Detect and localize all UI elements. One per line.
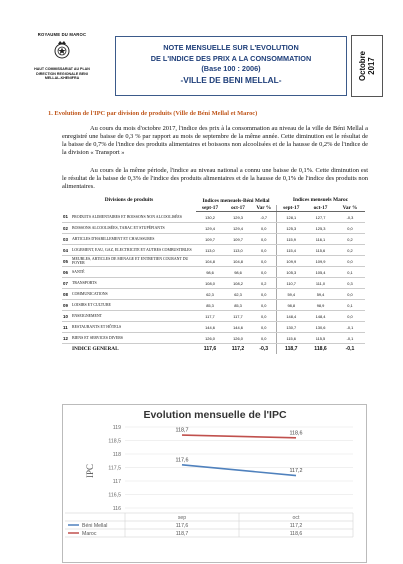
table-value: 117,6 <box>175 523 189 529</box>
table-cell: 0,3 <box>335 278 365 289</box>
table-cell: 98,9 <box>306 300 335 311</box>
row-number: 02 <box>62 223 71 234</box>
y-tick-label: 116,5 <box>108 492 121 499</box>
row-label: MEUBLES, ARTICLES DE MENAGE ET ENTRETIEN COURANT DU FOYER <box>71 256 196 267</box>
table-cell: 130,6 <box>306 322 335 333</box>
table-cell: 144,6 <box>224 322 252 333</box>
agency-line: DIRECTION REGIONALE BENI <box>36 71 88 76</box>
table-cell: 62,3 <box>224 289 252 300</box>
table-cell: 118,6 <box>306 344 335 354</box>
table-cell: 104,8 <box>224 256 252 267</box>
table-row <box>62 278 365 289</box>
sub-header: sept-17 <box>276 205 306 212</box>
table-cell: 85,3 <box>224 300 252 311</box>
row-label: LOGEMENT, EAU, GAZ, ELECTRICITE ET AUTRES COMBUSTIBLES <box>71 245 196 256</box>
table-cell: 116,1 <box>306 234 335 245</box>
table-cell: 0,0 <box>252 311 276 322</box>
sub-header: sept-17 <box>196 205 224 212</box>
table-row <box>62 311 365 322</box>
table-cell: 130,7 <box>276 322 306 333</box>
table-row <box>62 245 365 256</box>
table-cell: 0,0 <box>252 256 276 267</box>
row-label: SANTÉ <box>71 267 196 278</box>
title-line: NOTE MENSUELLE SUR L'EVOLUTION <box>163 43 299 52</box>
table-cell: -0,3 <box>335 212 365 223</box>
table-cell: 117,2 <box>224 344 252 354</box>
ipc-line-chart <box>62 404 367 563</box>
data-label: 118,6 <box>289 430 303 437</box>
sub-header: Var % <box>335 205 365 212</box>
period-month: Octobre <box>358 51 367 81</box>
table-cell: 0,0 <box>252 223 276 234</box>
table-row <box>62 300 365 311</box>
chart-canvas <box>63 405 368 564</box>
table-cell: 0,0 <box>252 289 276 300</box>
table-cell: 115,5 <box>306 333 335 344</box>
paragraph-text: Au cours du mois d'octobre 2017, l'indice des prix à la consommation au niveau de la ville de Béni Mellal a enregistré une baisse de 0,3 % par rapport au mois de septembre de la même année. Cette diminution est le résultat de la baisse de 0,7% de l'indice des produits alimentaires et boissons non alcoolisées et de la hausse de 0,2% de l'indice de la division « Transport » <box>62 125 368 157</box>
y-tick-label: 118 <box>112 452 121 458</box>
table-cell: 144,6 <box>196 322 224 333</box>
ipc-table <box>62 197 365 354</box>
series-line <box>182 465 296 476</box>
group-header-maroc: Indices mensuels Maroc <box>292 197 349 203</box>
paragraph-national <box>62 167 368 191</box>
table-cell: 105,3 <box>276 267 306 278</box>
table-row-general <box>62 344 365 354</box>
table-value: 118,6 <box>289 531 303 537</box>
row-number: 05 <box>62 256 71 267</box>
table-row <box>62 212 365 223</box>
table-cell: 113,0 <box>196 245 224 256</box>
table-cell: 113,0 <box>224 245 252 256</box>
table-cell: 0,0 <box>252 300 276 311</box>
table-cell: 117,7 <box>224 311 252 322</box>
paragraph-text: Au cours de la même période, l'indice au niveau national a connu une baisse de 0,1%. Cette diminution est le résultat de la baisse de 0,3% de l'indice des produits alimentaires et de la hausse de 0,1% de l'indice des produits non alimentaires. <box>62 167 368 191</box>
row-label: BIENS ET SERVICES DIVERS <box>71 333 196 344</box>
table-cell: 115,4 <box>276 245 306 256</box>
y-tick-label: 119 <box>112 425 121 431</box>
row-number: 09 <box>62 300 71 311</box>
agency-line: HAUT COMMISSARIAT AU PLAN <box>34 67 90 71</box>
y-tick-label: 117 <box>112 479 121 485</box>
table-cell: 0,0 <box>252 333 276 344</box>
table-cell: 111,0 <box>306 278 335 289</box>
table-row <box>62 234 365 245</box>
divisions-header: Divisions de produits <box>104 197 154 203</box>
period-label <box>358 51 376 81</box>
table-cell: 115,9 <box>276 234 306 245</box>
table-cell: 62,3 <box>196 289 224 300</box>
y-tick-label: 117,5 <box>108 465 121 472</box>
table-cell: 59,4 <box>306 289 335 300</box>
table-cell: 104,8 <box>196 256 224 267</box>
row-number: 04 <box>62 245 71 256</box>
table-cell: 129,4 <box>224 223 252 234</box>
table-cell: 148,4 <box>276 311 306 322</box>
row-number: 03 <box>62 234 71 245</box>
table-cell: -0,1 <box>335 322 365 333</box>
legend-label: Béni Mellal <box>82 523 108 529</box>
table-cell: 98,6 <box>196 267 224 278</box>
agency-block <box>22 30 102 102</box>
y-tick-label: 118,5 <box>108 438 121 445</box>
table-value: 117,2 <box>289 523 303 529</box>
table-cell: 127,7 <box>306 212 335 223</box>
legend-label: Maroc <box>82 531 97 537</box>
table-cell: 109,9 <box>306 256 335 267</box>
group-header-beni-mellal: Indices mensuels-Béni Mellal <box>202 198 270 204</box>
table-cell: -0,7 <box>252 212 276 223</box>
row-label: RESTAURANTS ET HÔTELS <box>71 322 196 333</box>
table-cell: 148,4 <box>306 311 335 322</box>
table-cell: 108,2 <box>224 278 252 289</box>
row-number: 07 <box>62 278 71 289</box>
table-cell: 115,6 <box>306 245 335 256</box>
table-row <box>62 256 365 267</box>
table-cell: 128,1 <box>276 212 306 223</box>
table-cell: 126,0 <box>224 333 252 344</box>
table-cell: 0,1 <box>335 267 365 278</box>
table-cell: 117,7 <box>196 311 224 322</box>
document-title-box <box>115 36 347 96</box>
data-label: 117,6 <box>175 457 189 464</box>
title-line: DE L'INDICE DES PRIX A LA CONSOMMATION <box>150 53 312 63</box>
y-axis-label: IPC <box>85 463 95 479</box>
table-cell: 125,3 <box>306 223 335 234</box>
table-cell: 0,1 <box>335 300 365 311</box>
royal-emblem-icon <box>52 40 72 60</box>
row-number: 08 <box>62 289 71 300</box>
table-row <box>62 223 365 234</box>
row-label: ENSEIGNEMENT <box>71 311 196 322</box>
table-cell: 0,0 <box>252 322 276 333</box>
row-label: COMMUNICATIONS <box>71 289 196 300</box>
row-label: LOISIRS ET CULTURE <box>71 300 196 311</box>
table-cell: 118,7 <box>276 344 306 354</box>
table-cell: 0,0 <box>335 256 365 267</box>
row-number: 11 <box>62 322 71 333</box>
period-year: 2017 <box>367 57 376 75</box>
table-cell: 59,4 <box>276 289 306 300</box>
table-cell: 129,4 <box>196 223 224 234</box>
x-tick-label: sep <box>177 515 187 521</box>
table-cell: 0,2 <box>335 234 365 245</box>
table-cell: 0,0 <box>252 234 276 245</box>
table-cell: 0,0 <box>252 267 276 278</box>
table-cell: 126,0 <box>196 333 224 344</box>
sub-header: oct-17 <box>306 205 335 212</box>
table-cell: -0,3 <box>252 344 276 354</box>
table-cell: 98,8 <box>276 300 306 311</box>
document-header <box>22 30 382 102</box>
data-label: 118,7 <box>175 427 189 434</box>
table-cell: 109,7 <box>224 234 252 245</box>
data-label: 117,2 <box>289 468 303 475</box>
period-box <box>351 35 383 97</box>
row-number: 12 <box>62 333 71 344</box>
table-row <box>62 322 365 333</box>
agency-line: MELLAL-KHENIFRA <box>44 76 80 81</box>
general-label: INDICE GENERAL <box>62 344 196 354</box>
paragraph-beni-mellal <box>62 125 368 157</box>
table-cell: 129,3 <box>224 212 252 223</box>
table-cell: 130,2 <box>196 212 224 223</box>
table-cell: 125,3 <box>276 223 306 234</box>
kingdom-label: ROYAUME DU MAROC <box>37 32 87 37</box>
table-row <box>62 267 365 278</box>
table-cell: 109,7 <box>196 234 224 245</box>
table-cell: 98,6 <box>224 267 252 278</box>
row-label: TRANSPORTS <box>71 278 196 289</box>
table-cell: 0,0 <box>335 311 365 322</box>
table-cell: 0,2 <box>335 245 365 256</box>
table-cell: 0,0 <box>335 223 365 234</box>
table-cell: 109,9 <box>276 256 306 267</box>
section-title: 1. Evolution de l'IPC par division de produits (Ville de Béni Mellal et Maroc) <box>48 110 258 117</box>
row-label: ARTICLES D'HABILLEMENT ET CHAUSSURES <box>71 234 196 245</box>
table-cell: -0,1 <box>335 344 365 354</box>
row-label: PRODUITS ALIMENTAIRES ET BOISSONS NON ALCOOLISÉES <box>71 212 196 223</box>
table-cell: 117,6 <box>196 344 224 354</box>
x-tick-label: oct <box>292 515 300 521</box>
sub-header: Var % <box>252 205 276 212</box>
row-number: 10 <box>62 311 71 322</box>
table-cell: 110,7 <box>276 278 306 289</box>
row-number: 01 <box>62 212 71 223</box>
y-tick-label: 116 <box>112 506 121 512</box>
table-row <box>62 289 365 300</box>
series-line <box>182 435 296 438</box>
table-value: 118,7 <box>175 531 189 537</box>
table-cell: 0,0 <box>252 245 276 256</box>
table-row <box>62 333 365 344</box>
table-cell: 85,3 <box>196 300 224 311</box>
table-cell: -0,1 <box>335 333 365 344</box>
chart-title: Evolution mensuelle de l'IPC <box>143 409 287 421</box>
row-number: 06 <box>62 267 71 278</box>
table-cell: 105,4 <box>306 267 335 278</box>
row-label: BOISSONS ALCOOLISÉES, TABAC ET STUPÉFIANTS <box>71 223 196 234</box>
title-line: (Base 100 : 2006) <box>201 64 261 74</box>
table-cell: 108,0 <box>196 278 224 289</box>
table-cell: 0,0 <box>335 289 365 300</box>
sub-header: oct-17 <box>224 205 252 212</box>
table-cell: 0,2 <box>252 278 276 289</box>
table-cell: 115,6 <box>276 333 306 344</box>
title-line: -VILLE DE BENI MELLAL- <box>180 74 282 85</box>
